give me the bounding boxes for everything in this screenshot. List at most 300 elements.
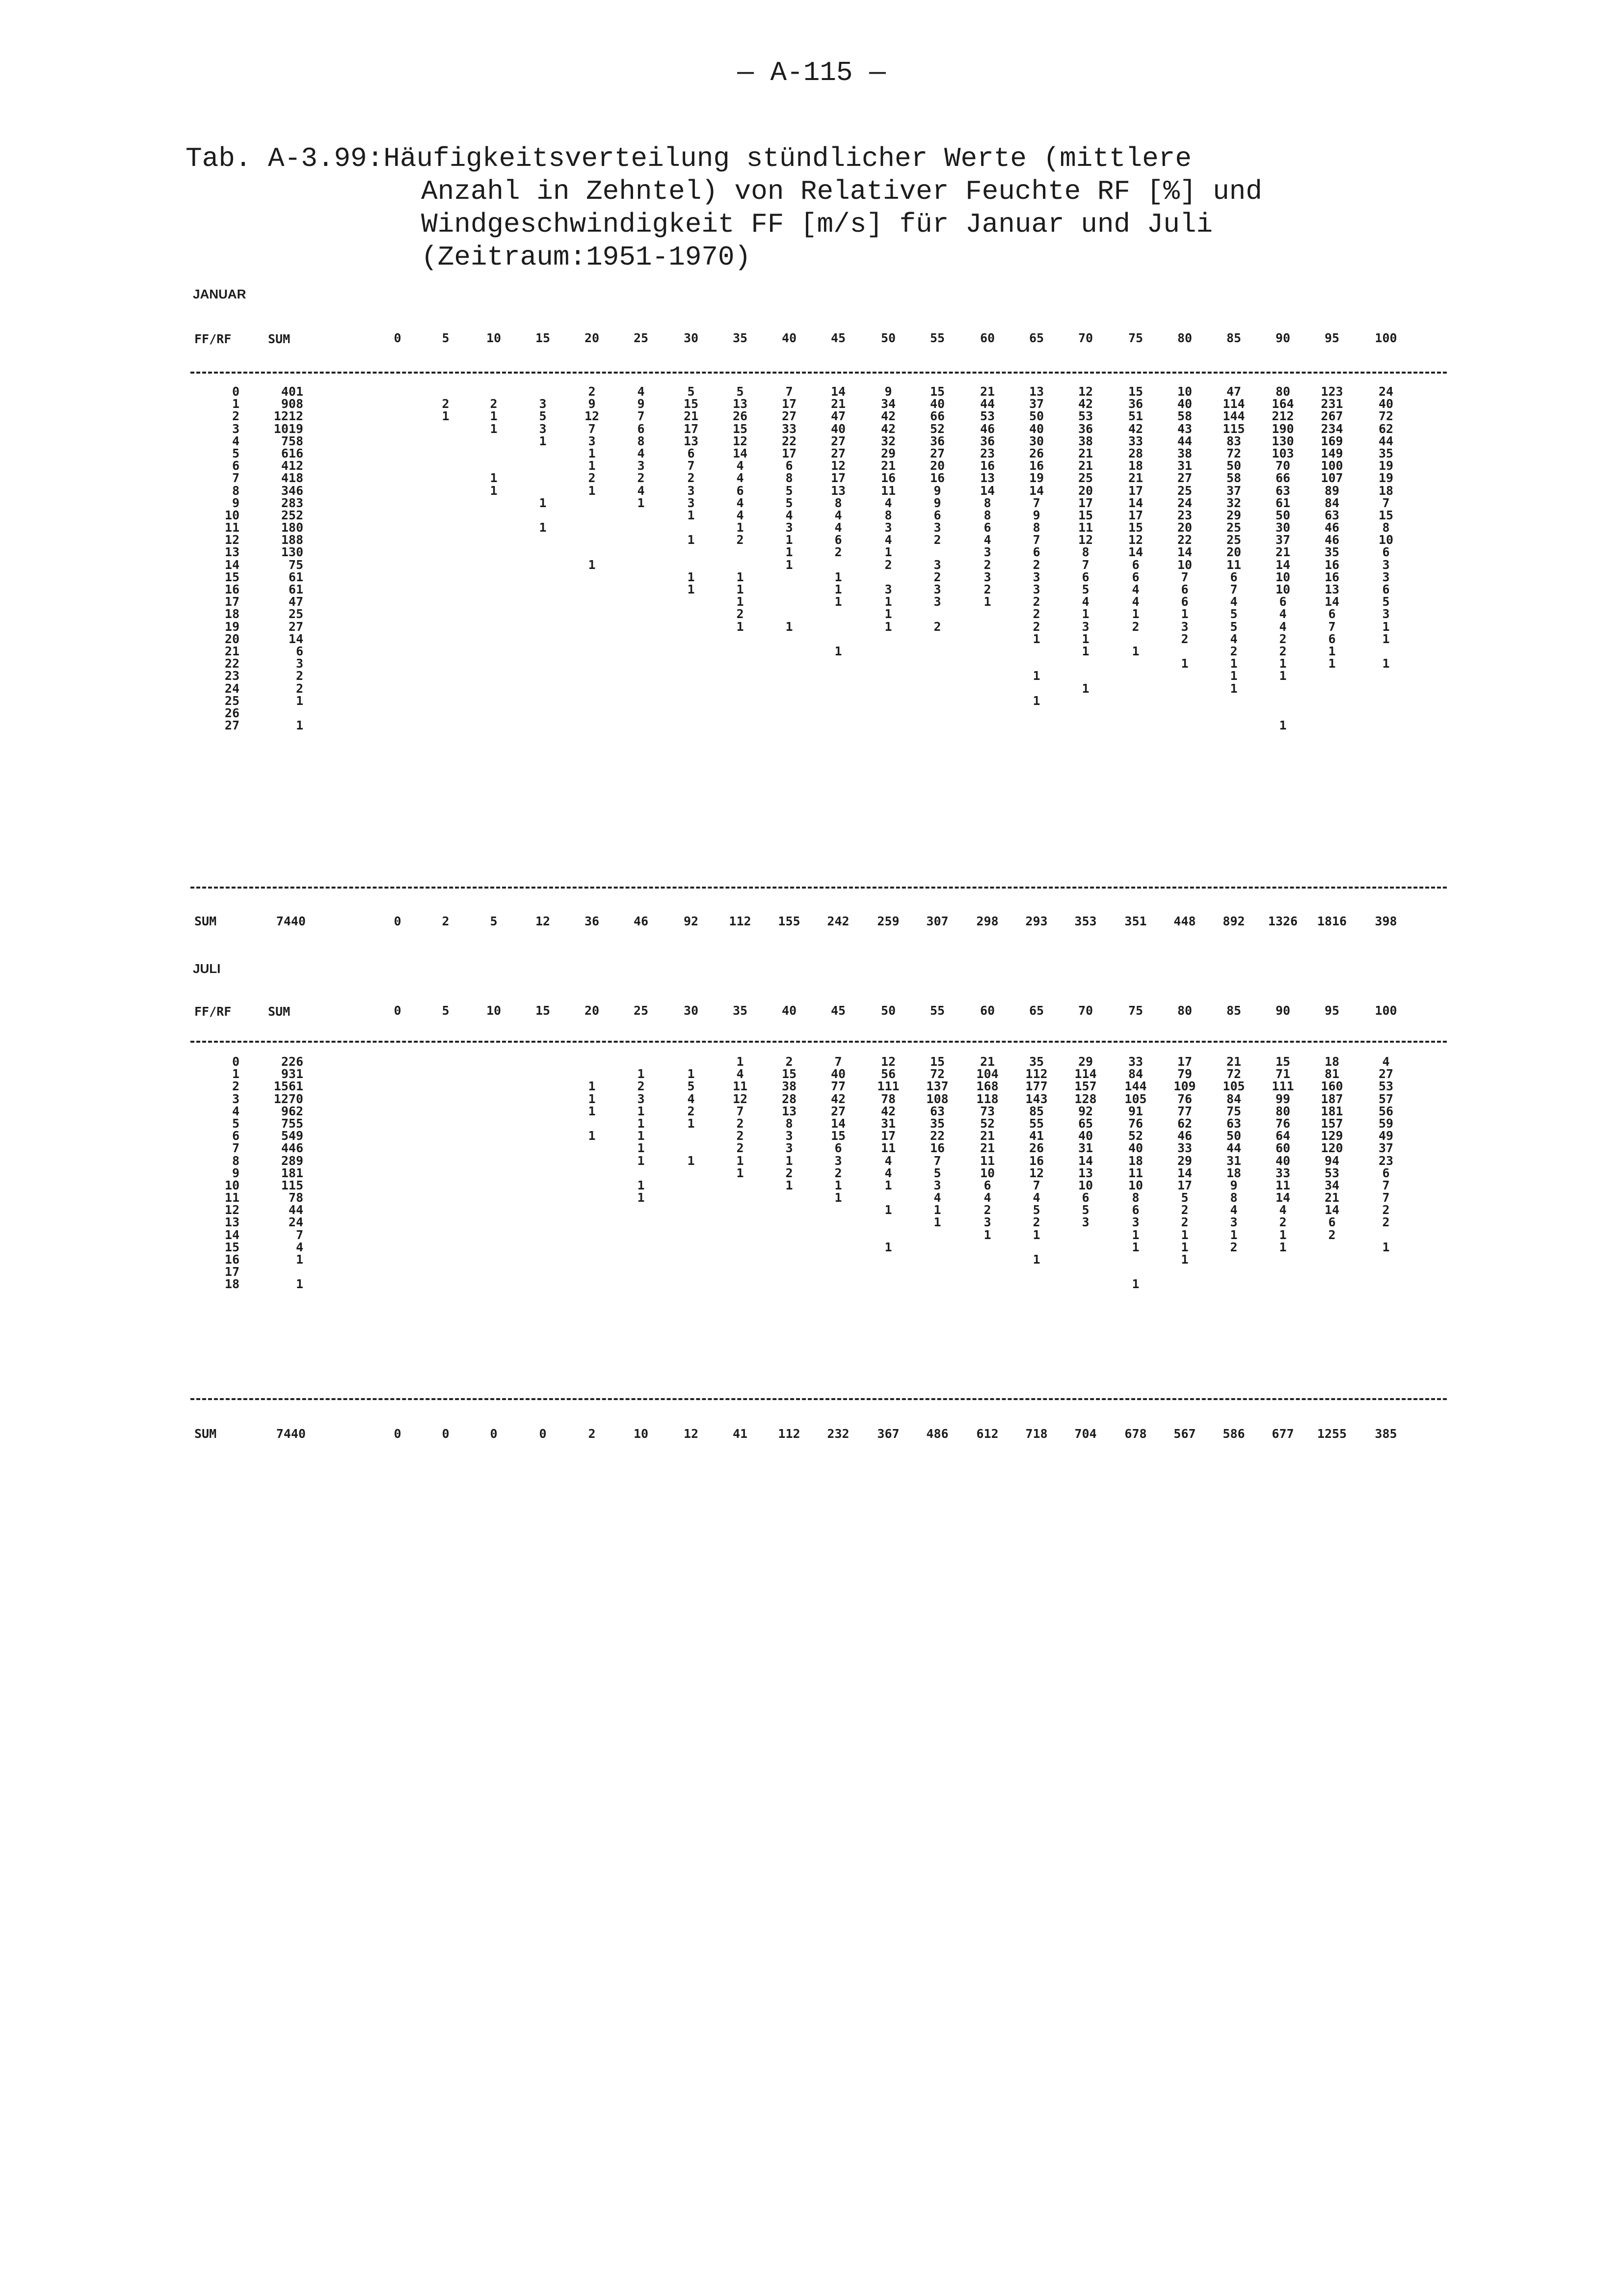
table-cell: 129 — [1321, 1129, 1343, 1143]
table-cell: 56 — [1378, 1104, 1394, 1118]
table-cell: 99 — [1275, 1091, 1291, 1106]
table-cell: 14 — [1324, 594, 1340, 609]
table-cell: 1 — [1132, 1227, 1140, 1242]
table-cell: 18 — [1226, 1165, 1242, 1180]
column-sum: 46 — [633, 914, 649, 928]
table-cell: 14 — [1078, 1153, 1093, 1168]
table-cell: 1 — [490, 421, 498, 436]
table-row — [190, 472, 1447, 484]
table-cell: 92 — [1078, 1104, 1093, 1118]
table-cell: 1 — [736, 1165, 744, 1180]
table-cell: 70 — [1275, 459, 1291, 473]
table-cell: 14 — [1128, 495, 1144, 510]
column-sum: 678 — [1124, 1427, 1147, 1441]
table-cell: 42 — [830, 1091, 846, 1106]
table-row — [190, 497, 1447, 509]
table-cell: 73 — [980, 1104, 995, 1118]
table-cell: 27 — [830, 433, 846, 448]
table-row — [190, 1204, 1447, 1216]
column-sum: 298 — [976, 914, 999, 928]
table-cell: 21 — [1128, 471, 1144, 486]
table-cell: 17 — [1177, 1178, 1193, 1192]
ff-value: 16 — [224, 1252, 239, 1267]
table-cell: 4 — [637, 384, 645, 399]
table-cell: 14 — [830, 384, 846, 399]
table-cell: 15 — [1128, 520, 1144, 535]
table-cell: 3 — [1033, 582, 1040, 596]
table-cell: 20 — [1177, 520, 1193, 535]
table-cell: 2 — [1181, 1203, 1189, 1217]
table-cell: 1 — [1181, 1252, 1189, 1267]
rf-header-35: 35 — [732, 331, 748, 345]
table-cell: 17 — [683, 421, 699, 436]
table-cell: 1 — [1279, 1227, 1287, 1242]
table-cell: 1 — [884, 619, 892, 634]
table-cell: 16 — [1029, 1153, 1044, 1168]
table-cell: 42 — [1078, 397, 1093, 411]
row-sum: 7 — [295, 1227, 303, 1242]
table-cell: 5 — [736, 384, 744, 399]
table-cell: 1 — [588, 446, 596, 460]
table-cell: 3 — [785, 1141, 793, 1156]
table-cell: 3 — [637, 459, 645, 473]
table-cell: 1 — [736, 582, 744, 596]
table-cell: 2 — [1382, 1203, 1390, 1217]
table-cell: 9 — [588, 397, 596, 411]
table-cell: 6 — [1132, 557, 1140, 572]
table-cell: 10 — [1177, 557, 1193, 572]
rf-header-0: 0 — [394, 1003, 401, 1018]
table-cell: 7 — [687, 459, 695, 473]
table-cell: 1 — [736, 619, 744, 634]
table-cell: 7 — [1033, 533, 1040, 547]
table-cell: 23 — [1378, 1153, 1394, 1168]
rf-header-65: 65 — [1029, 1003, 1044, 1018]
table-cell: 28 — [781, 1091, 797, 1106]
table-cell: 17 — [781, 397, 797, 411]
ff-value: 11 — [224, 520, 239, 535]
table-cell: 23 — [1177, 508, 1193, 522]
table-cell: 3 — [984, 1215, 991, 1230]
table-cell: 4 — [1082, 594, 1090, 609]
caption-line-4: (Zeitraum:1951-1970) — [421, 242, 751, 273]
table-cell: 1 — [1132, 1240, 1140, 1254]
table-cell: 1 — [1328, 656, 1336, 671]
table-cell: 2 — [736, 1129, 744, 1143]
rf-header-70: 70 — [1078, 331, 1093, 345]
column-sum: 398 — [1375, 914, 1397, 928]
table-cell: 3 — [637, 1091, 645, 1106]
table-cell: 4 — [1230, 594, 1238, 609]
table-cell: 5 — [1033, 1203, 1040, 1217]
table-cell: 81 — [1324, 1067, 1340, 1081]
sum-total: 7440 — [276, 914, 306, 928]
table-cell: 15 — [830, 1129, 846, 1143]
column-sum: 718 — [1025, 1427, 1048, 1441]
row-sum: 1561 — [273, 1079, 303, 1094]
table-cell: 1 — [687, 533, 695, 547]
table-cell: 2 — [1132, 619, 1140, 634]
table-cell: 6 — [637, 421, 645, 436]
row-sum: 1 — [295, 1277, 303, 1292]
table-cell: 1 — [1382, 656, 1390, 671]
table-cell: 4 — [736, 471, 744, 486]
ff-value: 5 — [232, 1116, 239, 1131]
column-sum: 486 — [926, 1427, 949, 1441]
table-cell: 32 — [1226, 495, 1242, 510]
table-cell: 62 — [1177, 1116, 1193, 1131]
table-cell: 160 — [1321, 1079, 1343, 1094]
table-cell: 72 — [930, 1067, 945, 1081]
ff-value: 15 — [224, 1240, 239, 1254]
table-cell: 6 — [736, 483, 744, 498]
table-row — [190, 423, 1447, 435]
table-cell: 40 — [1128, 1141, 1144, 1156]
table-cell: 58 — [1177, 409, 1193, 424]
table-cell: 63 — [1324, 508, 1340, 522]
table-cell: 9 — [1033, 508, 1040, 522]
table-cell: 5 — [687, 384, 695, 399]
ff-value: 4 — [232, 433, 239, 448]
column-sum: 92 — [683, 914, 699, 928]
table-cell: 1 — [637, 1190, 645, 1205]
table-cell: 25 — [1226, 520, 1242, 535]
table-cell: 3 — [539, 421, 547, 436]
table-cell: 10 — [1275, 582, 1291, 596]
table-cell: 84 — [1324, 495, 1340, 510]
table-cell: 2 — [1033, 607, 1040, 621]
table-cell: 13 — [980, 471, 995, 486]
table-cell: 137 — [926, 1079, 949, 1094]
table-cell: 42 — [1128, 421, 1144, 436]
table-cell: 62 — [1378, 421, 1394, 436]
row-sum: 181 — [281, 1165, 303, 1180]
table-cell: 2 — [1181, 1215, 1189, 1230]
table-cell: 108 — [926, 1091, 949, 1106]
table-cell: 2 — [1033, 1215, 1040, 1230]
table-cell: 103 — [1272, 446, 1294, 460]
table-cell: 4 — [834, 508, 842, 522]
table-cell: 118 — [976, 1091, 999, 1106]
table-cell: 2 — [736, 1116, 744, 1131]
table-cell: 1 — [884, 594, 892, 609]
juli-sum-divider — [190, 1398, 1447, 1400]
row-sum: 1 — [295, 1252, 303, 1267]
row-sum: 180 — [281, 520, 303, 535]
table-cell: 4 — [884, 1153, 892, 1168]
rf-header-80: 80 — [1177, 331, 1193, 345]
table-cell: 9 — [933, 495, 941, 510]
table-cell: 15 — [683, 397, 699, 411]
table-row — [190, 1155, 1447, 1167]
table-cell: 6 — [933, 508, 941, 522]
table-cell: 32 — [880, 433, 896, 448]
table-cell: 4 — [687, 1091, 695, 1106]
juli-column-header — [190, 1004, 1447, 1020]
table-cell: 77 — [1177, 1104, 1193, 1118]
row-sum: 2 — [295, 669, 303, 683]
table-cell: 52 — [1128, 1129, 1144, 1143]
rf-header-100: 100 — [1375, 331, 1397, 345]
table-cell: 1 — [637, 1141, 645, 1156]
table-cell: 2 — [1279, 631, 1287, 646]
table-cell: 8 — [1230, 1190, 1238, 1205]
table-cell: 53 — [980, 409, 995, 424]
ff-value: 9 — [232, 1165, 239, 1180]
table-row — [190, 546, 1447, 558]
table-cell: 105 — [1223, 1079, 1245, 1094]
table-cell: 72 — [1226, 1067, 1242, 1081]
column-sum: 112 — [729, 914, 751, 928]
table-cell: 16 — [980, 459, 995, 473]
table-cell: 4 — [1279, 1203, 1287, 1217]
table-cell: 26 — [732, 409, 748, 424]
row-sum: 908 — [281, 397, 303, 411]
table-cell: 6 — [687, 446, 695, 460]
ff-value: 18 — [224, 607, 239, 621]
rf-header-50: 50 — [880, 1003, 896, 1018]
table-cell: 11 — [880, 1141, 896, 1156]
row-sum: 61 — [288, 582, 303, 596]
row-sum: 962 — [281, 1104, 303, 1118]
table-cell: 5 — [785, 495, 793, 510]
table-cell: 17 — [1078, 495, 1093, 510]
table-cell: 79 — [1177, 1067, 1193, 1081]
table-cell: 61 — [1275, 495, 1291, 510]
table-row — [190, 1105, 1447, 1117]
table-cell: 20 — [930, 459, 945, 473]
table-cell: 234 — [1321, 421, 1343, 436]
table-cell: 7 — [1328, 619, 1336, 634]
table-cell: 21 — [980, 1141, 995, 1156]
table-cell: 2 — [1382, 1215, 1390, 1230]
table-cell: 7 — [785, 384, 793, 399]
table-cell: 44 — [1177, 433, 1193, 448]
table-cell: 27 — [830, 1104, 846, 1118]
table-cell: 2 — [736, 533, 744, 547]
table-cell: 5 — [1082, 1203, 1090, 1217]
table-cell: 40 — [1378, 397, 1394, 411]
ff-value: 20 — [224, 631, 239, 646]
row-sum: 931 — [281, 1067, 303, 1081]
table-cell: 10 — [1378, 533, 1394, 547]
table-cell: 6 — [1230, 569, 1238, 584]
ff-value: 23 — [224, 669, 239, 683]
table-cell: 1 — [785, 533, 793, 547]
column-sum: 293 — [1025, 914, 1048, 928]
table-cell: 1 — [736, 594, 744, 609]
table-cell: 28 — [1128, 446, 1144, 460]
ff-value: 10 — [224, 1178, 239, 1192]
column-sum: 351 — [1124, 914, 1147, 928]
rf-header-60: 60 — [980, 331, 995, 345]
table-row — [190, 1253, 1447, 1266]
table-caption — [186, 142, 1520, 274]
table-cell: 114 — [1074, 1067, 1097, 1081]
table-cell: 52 — [980, 1116, 995, 1131]
table-cell: 2 — [1033, 619, 1040, 634]
table-cell: 22 — [930, 1129, 945, 1143]
column-sum: 242 — [827, 914, 850, 928]
table-cell: 2 — [785, 1054, 793, 1069]
row-sum: 27 — [288, 619, 303, 634]
table-row — [190, 657, 1447, 670]
table-cell: 1 — [588, 1079, 596, 1094]
table-cell: 58 — [1226, 471, 1242, 486]
table-cell: 2 — [834, 545, 842, 560]
table-cell: 29 — [1177, 1153, 1193, 1168]
table-cell: 78 — [880, 1091, 896, 1106]
table-cell: 7 — [588, 421, 596, 436]
ff-value: 7 — [232, 1141, 239, 1156]
table-row — [190, 447, 1447, 459]
table-cell: 8 — [785, 471, 793, 486]
table-cell: 6 — [1279, 594, 1287, 609]
table-cell: 1 — [588, 1104, 596, 1118]
table-cell: 17 — [880, 1129, 896, 1143]
row-sum: 758 — [281, 433, 303, 448]
table-row — [190, 509, 1447, 521]
ff-value: 8 — [232, 1153, 239, 1168]
table-cell: 75 — [1226, 1104, 1242, 1118]
table-cell: 1 — [588, 483, 596, 498]
table-cell: 12 — [880, 1054, 896, 1069]
ff-value: 3 — [232, 1091, 239, 1106]
rf-header-25: 25 — [633, 331, 649, 345]
table-cell: 6 — [1328, 631, 1336, 646]
table-cell: 11 — [980, 1153, 995, 1168]
table-cell: 63 — [1226, 1116, 1242, 1131]
table-cell: 2 — [1033, 594, 1040, 609]
table-cell: 15 — [930, 1054, 945, 1069]
ff-rf-header: FF/RF — [194, 332, 232, 346]
table-cell: 21 — [1275, 545, 1291, 560]
rf-header-15: 15 — [535, 331, 551, 345]
juli-sum-row — [190, 1427, 1447, 1441]
rf-header-60: 60 — [980, 1003, 995, 1018]
table-cell: 3 — [834, 1153, 842, 1168]
table-cell: 4 — [884, 533, 892, 547]
ff-value: 9 — [232, 495, 239, 510]
table-cell: 4 — [884, 495, 892, 510]
caption-label: Tab. A-3.99: — [186, 143, 384, 174]
table-cell: 4 — [637, 483, 645, 498]
table-cell: 3 — [933, 557, 941, 572]
row-sum: 4 — [295, 1240, 303, 1254]
table-cell: 6 — [1328, 1215, 1336, 1230]
column-sum: 232 — [827, 1427, 850, 1441]
table-cell: 12 — [584, 409, 600, 424]
table-cell: 27 — [830, 446, 846, 460]
table-cell: 16 — [1029, 459, 1044, 473]
table-cell: 11 — [1078, 520, 1093, 535]
table-cell: 4 — [1033, 1190, 1040, 1205]
table-cell: 120 — [1321, 1141, 1343, 1156]
rf-header-25: 25 — [633, 1003, 649, 1018]
table-cell: 8 — [884, 508, 892, 522]
table-cell: 13 — [1324, 582, 1340, 596]
table-cell: 3 — [1082, 619, 1090, 634]
table-cell: 8 — [1033, 520, 1040, 535]
table-cell: 109 — [1173, 1079, 1196, 1094]
table-cell: 7 — [1181, 569, 1189, 584]
table-cell: 1 — [1082, 631, 1090, 646]
table-cell: 6 — [1382, 1165, 1390, 1180]
table-cell: 4 — [1382, 1054, 1390, 1069]
table-cell: 13 — [1029, 384, 1044, 399]
table-cell: 12 — [1128, 533, 1144, 547]
table-cell: 7 — [1382, 1190, 1390, 1205]
ff-value: 18 — [224, 1277, 239, 1292]
table-cell: 21 — [880, 459, 896, 473]
table-cell: 1 — [736, 1054, 744, 1069]
table-cell: 13 — [683, 433, 699, 448]
table-cell: 6 — [984, 1178, 991, 1192]
table-cell: 1 — [539, 520, 547, 535]
column-sum: 41 — [732, 1427, 748, 1441]
juli-header-divider — [190, 1041, 1447, 1043]
table-cell: 27 — [1378, 1067, 1394, 1081]
table-cell: 2 — [933, 533, 941, 547]
table-cell: 1 — [785, 545, 793, 560]
table-cell: 84 — [1128, 1067, 1144, 1081]
table-cell: 16 — [930, 1141, 945, 1156]
table-row — [190, 1266, 1447, 1278]
table-cell: 13 — [781, 1104, 797, 1118]
table-row — [190, 670, 1447, 682]
table-cell: 2 — [933, 619, 941, 634]
table-cell: 1 — [884, 607, 892, 621]
table-cell: 76 — [1128, 1116, 1144, 1131]
table-cell: 17 — [1128, 508, 1144, 522]
juli-label: JULI — [193, 961, 221, 976]
row-sum: 289 — [281, 1153, 303, 1168]
table-cell: 143 — [1025, 1091, 1048, 1106]
januar-sum-divider — [190, 887, 1447, 889]
table-cell: 29 — [1078, 1054, 1093, 1069]
table-cell: 4 — [834, 520, 842, 535]
page-number-header: — A-115 — — [737, 57, 886, 88]
table-cell: 1 — [1279, 718, 1287, 733]
table-cell: 8 — [785, 1116, 793, 1131]
sum-label: SUM — [194, 914, 217, 928]
table-cell: 1 — [884, 1240, 892, 1254]
table-cell: 19 — [1378, 459, 1394, 473]
table-cell: 3 — [1230, 1215, 1238, 1230]
row-sum: 226 — [281, 1054, 303, 1069]
table-cell: 36 — [1128, 397, 1144, 411]
table-cell: 29 — [1226, 508, 1242, 522]
table-cell: 7 — [736, 1104, 744, 1118]
row-sum: 115 — [281, 1178, 303, 1192]
table-cell: 7 — [1382, 495, 1390, 510]
row-sum: 2 — [295, 681, 303, 696]
table-cell: 16 — [930, 471, 945, 486]
row-sum: 130 — [281, 545, 303, 560]
table-cell: 1 — [1181, 656, 1189, 671]
table-cell: 21 — [980, 384, 995, 399]
table-cell: 1 — [1382, 1240, 1390, 1254]
table-cell: 10 — [1128, 1178, 1144, 1192]
table-cell: 1 — [736, 1153, 744, 1168]
table-row — [190, 559, 1447, 571]
table-cell: 2 — [637, 1079, 645, 1094]
row-sum: 61 — [288, 569, 303, 584]
table-cell: 25 — [1226, 533, 1242, 547]
table-cell: 46 — [1324, 533, 1340, 547]
row-sum: 3 — [295, 656, 303, 671]
ff-value: 5 — [232, 446, 239, 460]
